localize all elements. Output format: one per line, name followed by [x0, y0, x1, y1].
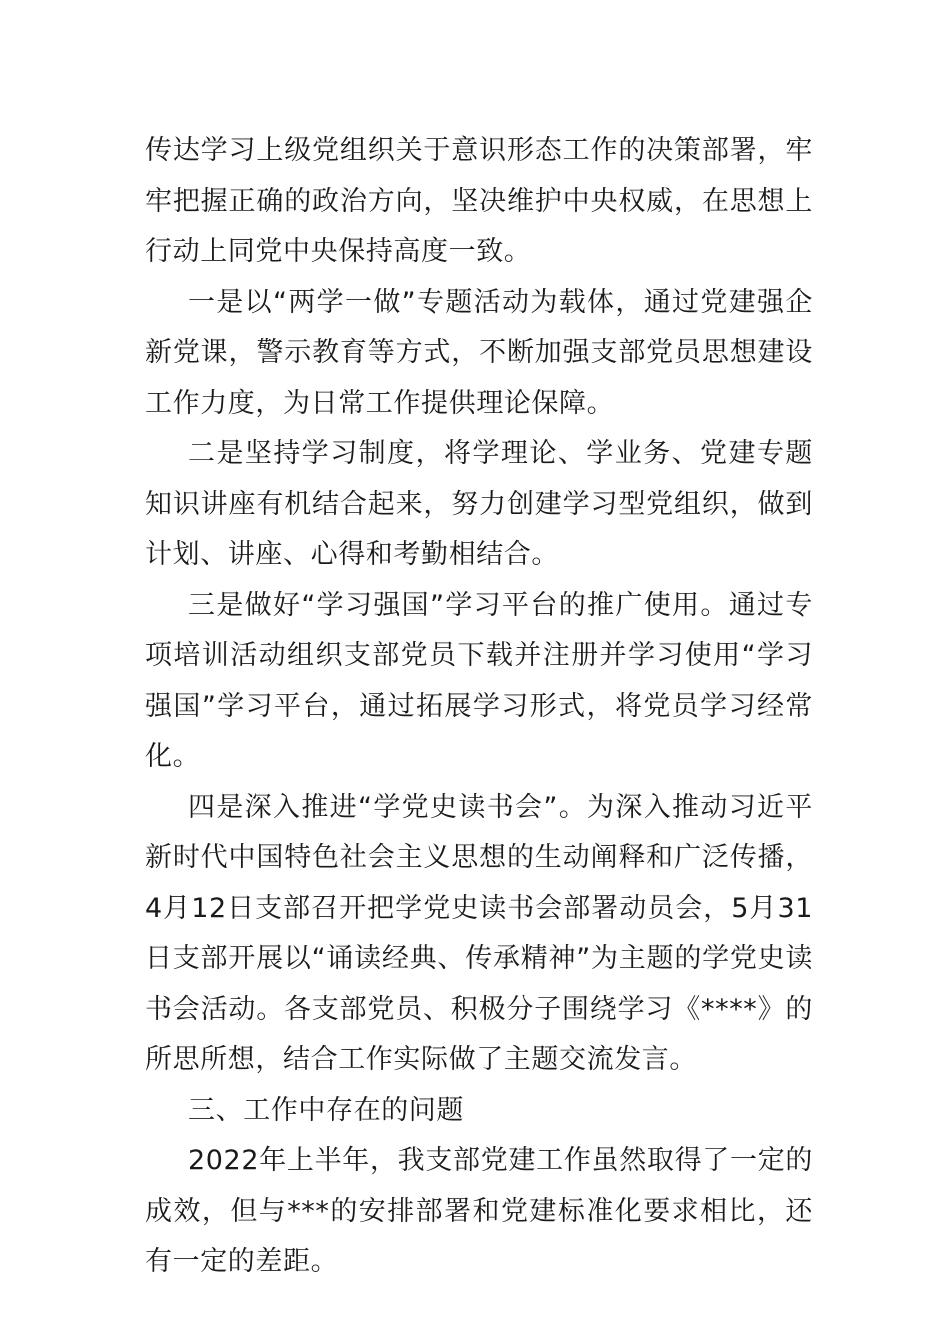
paragraph-continuation: 传达学习上级党组织关于意识形态工作的决策部署，牢牢把握正确的政治方向，坚决维护中央权威，在思想上行动上同党中央保持高度一致。	[145, 135, 813, 267]
paragraph-item-4: 四是深入推进“学党史读书会”。为深入推动习近平新时代中国特色社会主义思想的生动阐释和广泛传播，4月12日支部召开把学党史读书会部署动员会，5月31日支部开展以“诵读经典、传承精神”为主题的学党史读书会活动。各支部党员、积极分子围绕学习《****》的所思所想，结合工作实际做了主题交流发言。	[145, 791, 813, 1075]
paragraph-summary: 2022年上半年，我支部党建工作虽然取得了一定的成效，但与***的安排部署和党建标准化要求相比，还有一定的差距。	[145, 1145, 813, 1277]
document-body	[145, 126, 813, 1288]
paragraph-item-3: 三是做好“学习强国”学习平台的推广使用。通过专项培训活动组织支部党员下载并注册并学习使用“学习强国”学习平台，通过拓展学习形式，将党员学习经常化。	[145, 589, 813, 772]
section-heading: 三、工作中存在的问题	[188, 1094, 464, 1126]
paragraph-item-2: 二是坚持学习制度，将学理论、学业务、党建专题知识讲座有机结合起来，努力创建学习型党组织，做到计划、讲座、心得和考勤相结合。	[145, 438, 813, 570]
paragraph-item-1: 一是以“两学一做”专题活动为载体，通过党建强企新党课，警示教育等方式，不断加强支部党员思想建设工作力度，为日常工作提供理论保障。	[145, 286, 813, 419]
